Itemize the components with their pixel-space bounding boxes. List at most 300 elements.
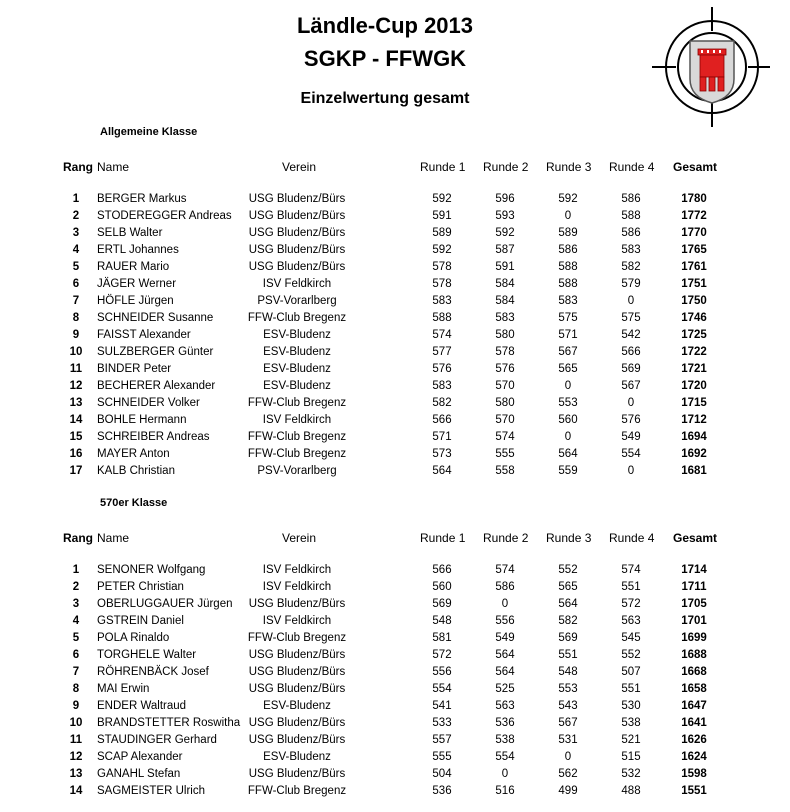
name-cell: SAGMEISTER Ulrich: [97, 785, 205, 797]
table-row: [0, 210, 790, 227]
gesamt-cell: 1751: [681, 278, 707, 290]
rang-cell: 2: [72, 210, 80, 222]
header-rang: Rang: [63, 531, 93, 545]
gesamt-cell: 1694: [681, 431, 707, 443]
runde3-cell: 531: [558, 734, 578, 746]
runde3-cell: 575: [558, 312, 578, 324]
runde3-cell: 551: [558, 649, 578, 661]
runde4-cell: 576: [621, 414, 641, 426]
runde1-cell: 582: [432, 397, 452, 409]
runde3-cell: 589: [558, 227, 578, 239]
name-cell: GANAHL Stefan: [97, 768, 181, 780]
name-cell: MAYER Anton: [97, 448, 170, 460]
table-row: [0, 261, 790, 278]
verein-cell: PSV-Vorarlberg: [257, 295, 337, 307]
runde2-cell: 564: [495, 649, 515, 661]
verein-cell: ESV-Bludenz: [263, 346, 331, 358]
runde3-cell: 567: [558, 346, 578, 358]
runde1-cell: 554: [432, 683, 452, 695]
runde3-cell: 565: [558, 363, 578, 375]
runde2-cell: 591: [495, 261, 515, 273]
verein-cell: FFW-Club Bregenz: [247, 448, 347, 460]
runde1-cell: 555: [432, 751, 452, 763]
runde3-cell: 0: [564, 380, 572, 392]
rang-cell: 11: [69, 363, 83, 375]
document-subtitle: SGKP - FFWGK: [303, 46, 467, 71]
runde4-cell: 549: [621, 431, 641, 443]
runde1-cell: 591: [432, 210, 452, 222]
runde2-cell: 516: [495, 785, 515, 797]
gesamt-cell: 1770: [681, 227, 707, 239]
runde3-cell: 565: [558, 581, 578, 593]
table-row: [0, 448, 790, 465]
verein-cell: ISV Feldkirch: [262, 564, 332, 576]
runde2-cell: 574: [495, 431, 515, 443]
gesamt-cell: 1722: [681, 346, 707, 358]
runde3-cell: 582: [558, 615, 578, 627]
table-row: [0, 414, 790, 431]
runde1-cell: 592: [432, 193, 452, 205]
name-cell: RAUER Mario: [97, 261, 170, 273]
name-cell: ENDER Waltraud: [97, 700, 187, 712]
runde3-cell: 592: [558, 193, 578, 205]
runde2-cell: 584: [495, 295, 515, 307]
gesamt-cell: 1598: [681, 768, 707, 780]
runde3-cell: 0: [564, 751, 572, 763]
gesamt-cell: 1658: [681, 683, 707, 695]
name-cell: ERTL Johannes: [97, 244, 179, 256]
runde2-cell: 563: [495, 700, 515, 712]
runde1-cell: 588: [432, 312, 452, 324]
table-row: [0, 751, 790, 768]
runde1-cell: 548: [432, 615, 452, 627]
table-row: [0, 244, 790, 261]
rang-cell: 15: [69, 431, 83, 443]
gesamt-cell: 1765: [681, 244, 707, 256]
runde2-cell: 0: [501, 768, 509, 780]
runde3-cell: 553: [558, 683, 578, 695]
document-title: Ländle-Cup 2013: [296, 13, 474, 38]
runde4-cell: 551: [621, 581, 641, 593]
name-cell: SCHREIBER Andreas: [97, 431, 210, 443]
runde2-cell: 593: [495, 210, 515, 222]
rang-cell: 13: [69, 397, 83, 409]
runde1-cell: 577: [432, 346, 452, 358]
runde1-cell: 573: [432, 448, 452, 460]
gesamt-cell: 1715: [681, 397, 707, 409]
runde4-cell: 488: [621, 785, 641, 797]
runde2-cell: 570: [495, 380, 515, 392]
verein-cell: USG Bludenz/Bürs: [248, 210, 346, 222]
runde3-cell: 0: [564, 431, 572, 443]
name-cell: GSTREIN Daniel: [97, 615, 184, 627]
table-row: [0, 666, 790, 683]
gesamt-cell: 1699: [681, 632, 707, 644]
runde4-cell: 530: [621, 700, 641, 712]
runde4-cell: 521: [621, 734, 641, 746]
verein-cell: FFW-Club Bregenz: [247, 632, 347, 644]
runde4-cell: 542: [621, 329, 641, 341]
name-cell: PETER Christian: [97, 581, 184, 593]
rang-cell: 12: [69, 380, 83, 392]
runde2-cell: 555: [495, 448, 515, 460]
runde1-cell: 589: [432, 227, 452, 239]
rang-cell: 1: [72, 564, 80, 576]
vorarlberg-coat-of-arms-target-icon: [652, 7, 770, 127]
rang-cell: 3: [72, 227, 80, 239]
rang-cell: 14: [69, 785, 83, 797]
name-cell: SULZBERGER Günter: [97, 346, 214, 358]
runde3-cell: 583: [558, 295, 578, 307]
runde3-cell: 0: [564, 210, 572, 222]
name-cell: HÖFLE Jürgen: [97, 295, 174, 307]
runde4-cell: 574: [621, 564, 641, 576]
runde2-cell: 586: [495, 581, 515, 593]
runde1-cell: 592: [432, 244, 452, 256]
runde3-cell: 564: [558, 448, 578, 460]
rang-cell: 10: [69, 717, 83, 729]
runde4-cell: 538: [621, 717, 641, 729]
runde2-cell: 556: [495, 615, 515, 627]
runde1-cell: 574: [432, 329, 452, 341]
runde2-cell: 580: [495, 329, 515, 341]
runde4-cell: 588: [621, 210, 641, 222]
table-row: [0, 683, 790, 700]
runde1-cell: 583: [432, 295, 452, 307]
rang-cell: 17: [69, 465, 83, 477]
runde3-cell: 564: [558, 598, 578, 610]
table-row: [0, 785, 790, 802]
runde1-cell: 541: [432, 700, 452, 712]
name-cell: RÖHRENBÄCK Josef: [97, 666, 209, 678]
table-row: [0, 581, 790, 598]
verein-cell: USG Bludenz/Bürs: [248, 261, 346, 273]
runde1-cell: 557: [432, 734, 452, 746]
section-title-570er-klasse: 570er Klasse: [100, 497, 168, 509]
rang-cell: 12: [69, 751, 83, 763]
table-row: [0, 734, 790, 751]
header-runde2: Runde 2: [483, 531, 529, 545]
runde1-cell: 572: [432, 649, 452, 661]
verein-cell: FFW-Club Bregenz: [247, 431, 347, 443]
gesamt-cell: 1711: [681, 581, 707, 593]
header-name: Name: [97, 160, 130, 174]
name-cell: BOHLE Hermann: [97, 414, 187, 426]
runde2-cell: 525: [495, 683, 515, 695]
gesamt-cell: 1780: [681, 193, 707, 205]
rang-cell: 3: [72, 598, 80, 610]
gesamt-cell: 1551: [681, 785, 707, 797]
gesamt-cell: 1750: [681, 295, 707, 307]
runde3-cell: 567: [558, 717, 578, 729]
gesamt-cell: 1688: [681, 649, 707, 661]
runde4-cell: 586: [621, 227, 641, 239]
runde2-cell: 549: [495, 632, 515, 644]
runde3-cell: 543: [558, 700, 578, 712]
header-gesamt: Gesamt: [673, 160, 718, 174]
header-runde1: Runde 1: [420, 160, 466, 174]
table-row: [0, 295, 790, 312]
rang-cell: 8: [72, 683, 80, 695]
runde4-cell: 563: [621, 615, 641, 627]
gesamt-cell: 1624: [681, 751, 707, 763]
runde1-cell: 504: [432, 768, 452, 780]
name-cell: MAI Erwin: [97, 683, 150, 695]
runde3-cell: 499: [558, 785, 578, 797]
verein-cell: USG Bludenz/Bürs: [248, 193, 346, 205]
verein-cell: FFW-Club Bregenz: [247, 397, 347, 409]
runde1-cell: 581: [432, 632, 452, 644]
runde4-cell: 579: [621, 278, 641, 290]
verein-cell: USG Bludenz/Bürs: [248, 734, 346, 746]
name-cell: STAUDINGER Gerhard: [97, 734, 217, 746]
runde1-cell: 533: [432, 717, 452, 729]
verein-cell: USG Bludenz/Bürs: [248, 227, 346, 239]
name-cell: SCHNEIDER Volker: [97, 397, 200, 409]
verein-cell: ESV-Bludenz: [263, 363, 331, 375]
runde4-cell: 567: [621, 380, 641, 392]
header-runde2: Runde 2: [483, 160, 529, 174]
table-row: [0, 768, 790, 785]
name-cell: KALB Christian: [97, 465, 175, 477]
gesamt-cell: 1772: [681, 210, 707, 222]
table-row: [0, 632, 790, 649]
runde1-cell: 566: [432, 564, 452, 576]
rang-cell: 10: [69, 346, 83, 358]
runde4-cell: 554: [621, 448, 641, 460]
name-cell: JÄGER Werner: [97, 278, 177, 290]
verein-cell: ISV Feldkirch: [262, 581, 332, 593]
name-cell: STODEREGGER Andreas: [97, 210, 232, 222]
name-cell: TORGHELE Walter: [97, 649, 197, 661]
runde1-cell: 556: [432, 666, 452, 678]
runde1-cell: 566: [432, 414, 452, 426]
runde2-cell: 580: [495, 397, 515, 409]
gesamt-cell: 1701: [681, 615, 707, 627]
header-runde4: Runde 4: [609, 531, 655, 545]
name-cell: OBERLUGGAUER Jürgen: [97, 598, 233, 610]
name-cell: SCAP Alexander: [97, 751, 183, 763]
header-runde3: Runde 3: [546, 531, 592, 545]
runde4-cell: 0: [627, 295, 635, 307]
verein-cell: ESV-Bludenz: [263, 700, 331, 712]
runde4-cell: 515: [621, 751, 641, 763]
rang-cell: 16: [69, 448, 83, 460]
runde2-cell: 574: [495, 564, 515, 576]
runde4-cell: 582: [621, 261, 641, 273]
table-row: [0, 193, 790, 210]
rang-cell: 6: [72, 278, 80, 290]
table-row: [0, 363, 790, 380]
rang-cell: 4: [72, 615, 80, 627]
gesamt-cell: 1647: [681, 700, 707, 712]
rang-cell: 11: [69, 734, 83, 746]
table-row: [0, 380, 790, 397]
gesamt-cell: 1705: [681, 598, 707, 610]
rang-cell: 13: [69, 768, 83, 780]
rang-cell: 8: [72, 312, 80, 324]
verein-cell: USG Bludenz/Bürs: [248, 768, 346, 780]
name-cell: SCHNEIDER Susanne: [97, 312, 214, 324]
rang-cell: 4: [72, 244, 80, 256]
rang-cell: 2: [72, 581, 80, 593]
runde4-cell: 583: [621, 244, 641, 256]
verein-cell: USG Bludenz/Bürs: [248, 717, 346, 729]
table-row: [0, 346, 790, 363]
rang-cell: 6: [72, 649, 80, 661]
runde3-cell: 552: [558, 564, 578, 576]
verein-cell: USG Bludenz/Bürs: [248, 683, 346, 695]
runde4-cell: 586: [621, 193, 641, 205]
header-name: Name: [97, 531, 130, 545]
runde1-cell: 578: [432, 278, 452, 290]
runde4-cell: 507: [621, 666, 641, 678]
runde2-cell: 583: [495, 312, 515, 324]
runde2-cell: 576: [495, 363, 515, 375]
gesamt-cell: 1721: [681, 363, 707, 375]
runde2-cell: 596: [495, 193, 515, 205]
table-row: [0, 615, 790, 632]
gesamt-cell: 1714: [681, 564, 707, 576]
gesamt-cell: 1668: [681, 666, 707, 678]
runde2-cell: 578: [495, 346, 515, 358]
verein-cell: ESV-Bludenz: [263, 751, 331, 763]
verein-cell: FFW-Club Bregenz: [247, 312, 347, 324]
table-row: [0, 431, 790, 448]
runde2-cell: 592: [495, 227, 515, 239]
runde2-cell: 538: [495, 734, 515, 746]
verein-cell: USG Bludenz/Bürs: [248, 598, 346, 610]
verein-cell: FFW-Club Bregenz: [247, 785, 347, 797]
rang-cell: 5: [72, 632, 80, 644]
name-cell: POLA Rinaldo: [97, 632, 170, 644]
verein-cell: PSV-Vorarlberg: [257, 465, 337, 477]
gesamt-cell: 1720: [681, 380, 707, 392]
runde4-cell: 569: [621, 363, 641, 375]
runde2-cell: 570: [495, 414, 515, 426]
runde4-cell: 551: [621, 683, 641, 695]
table-row: [0, 717, 790, 734]
runde3-cell: 588: [558, 278, 578, 290]
runde4-cell: 545: [621, 632, 641, 644]
table-row: [0, 312, 790, 329]
name-cell: BINDER Peter: [97, 363, 172, 375]
runde4-cell: 532: [621, 768, 641, 780]
name-cell: BRANDSTETTER Roswitha: [97, 717, 241, 729]
rang-cell: 9: [72, 329, 80, 341]
rang-cell: 1: [72, 193, 80, 205]
table-row: [0, 465, 790, 482]
verein-cell: USG Bludenz/Bürs: [248, 666, 346, 678]
gesamt-cell: 1746: [681, 312, 707, 324]
table-row: [0, 598, 790, 615]
runde3-cell: 562: [558, 768, 578, 780]
runde3-cell: 569: [558, 632, 578, 644]
runde3-cell: 571: [558, 329, 578, 341]
runde4-cell: 552: [621, 649, 641, 661]
runde3-cell: 588: [558, 261, 578, 273]
runde2-cell: 536: [495, 717, 515, 729]
table-row: [0, 278, 790, 295]
runde4-cell: 572: [621, 598, 641, 610]
runde1-cell: 564: [432, 465, 452, 477]
document-heading: Einzelwertung gesamt: [300, 90, 470, 107]
table-row: [0, 564, 790, 581]
name-cell: SELB Walter: [97, 227, 163, 239]
table-row: [0, 649, 790, 666]
header-runde4: Runde 4: [609, 160, 655, 174]
verein-cell: ISV Feldkirch: [262, 278, 332, 290]
runde3-cell: 548: [558, 666, 578, 678]
runde2-cell: 564: [495, 666, 515, 678]
runde1-cell: 560: [432, 581, 452, 593]
table-row: [0, 397, 790, 414]
rang-cell: 7: [72, 295, 80, 307]
runde1-cell: 536: [432, 785, 452, 797]
runde4-cell: 575: [621, 312, 641, 324]
runde3-cell: 586: [558, 244, 578, 256]
header-rang: Rang: [63, 160, 93, 174]
rang-cell: 5: [72, 261, 80, 273]
verein-cell: ISV Feldkirch: [262, 414, 332, 426]
header-verein: Verein: [282, 160, 317, 174]
gesamt-cell: 1641: [681, 717, 707, 729]
header-gesamt: Gesamt: [673, 531, 718, 545]
runde4-cell: 0: [627, 465, 635, 477]
gesamt-cell: 1626: [681, 734, 707, 746]
rang-cell: 7: [72, 666, 80, 678]
rang-cell: 14: [69, 414, 83, 426]
runde3-cell: 559: [558, 465, 578, 477]
runde1-cell: 576: [432, 363, 452, 375]
header-runde1: Runde 1: [420, 531, 466, 545]
gesamt-cell: 1692: [681, 448, 707, 460]
name-cell: SENONER Wolfgang: [97, 564, 206, 576]
runde3-cell: 553: [558, 397, 578, 409]
runde1-cell: 571: [432, 431, 452, 443]
name-cell: BECHERER Alexander: [97, 380, 216, 392]
verein-cell: ESV-Bludenz: [263, 329, 331, 341]
gesamt-cell: 1712: [681, 414, 707, 426]
runde4-cell: 566: [621, 346, 641, 358]
runde4-cell: 0: [627, 397, 635, 409]
runde1-cell: 569: [432, 598, 452, 610]
runde2-cell: 587: [495, 244, 515, 256]
table-row: [0, 227, 790, 244]
runde1-cell: 583: [432, 380, 452, 392]
gesamt-cell: 1725: [681, 329, 707, 341]
table-row: [0, 329, 790, 346]
gesamt-cell: 1681: [681, 465, 707, 477]
section-title-allgemeine-klasse: Allgemeine Klasse: [100, 126, 198, 138]
runde2-cell: 0: [501, 598, 509, 610]
runde2-cell: 584: [495, 278, 515, 290]
verein-cell: ISV Feldkirch: [262, 615, 332, 627]
verein-cell: USG Bludenz/Bürs: [248, 244, 346, 256]
rang-cell: 9: [72, 700, 80, 712]
name-cell: FAISST Alexander: [97, 329, 191, 341]
name-cell: BERGER Markus: [97, 193, 187, 205]
runde1-cell: 578: [432, 261, 452, 273]
gesamt-cell: 1761: [681, 261, 707, 273]
runde2-cell: 558: [495, 465, 515, 477]
header-verein: Verein: [282, 531, 317, 545]
verein-cell: USG Bludenz/Bürs: [248, 649, 346, 661]
verein-cell: ESV-Bludenz: [263, 380, 331, 392]
runde3-cell: 560: [558, 414, 578, 426]
runde2-cell: 554: [495, 751, 515, 763]
table-row: [0, 700, 790, 717]
